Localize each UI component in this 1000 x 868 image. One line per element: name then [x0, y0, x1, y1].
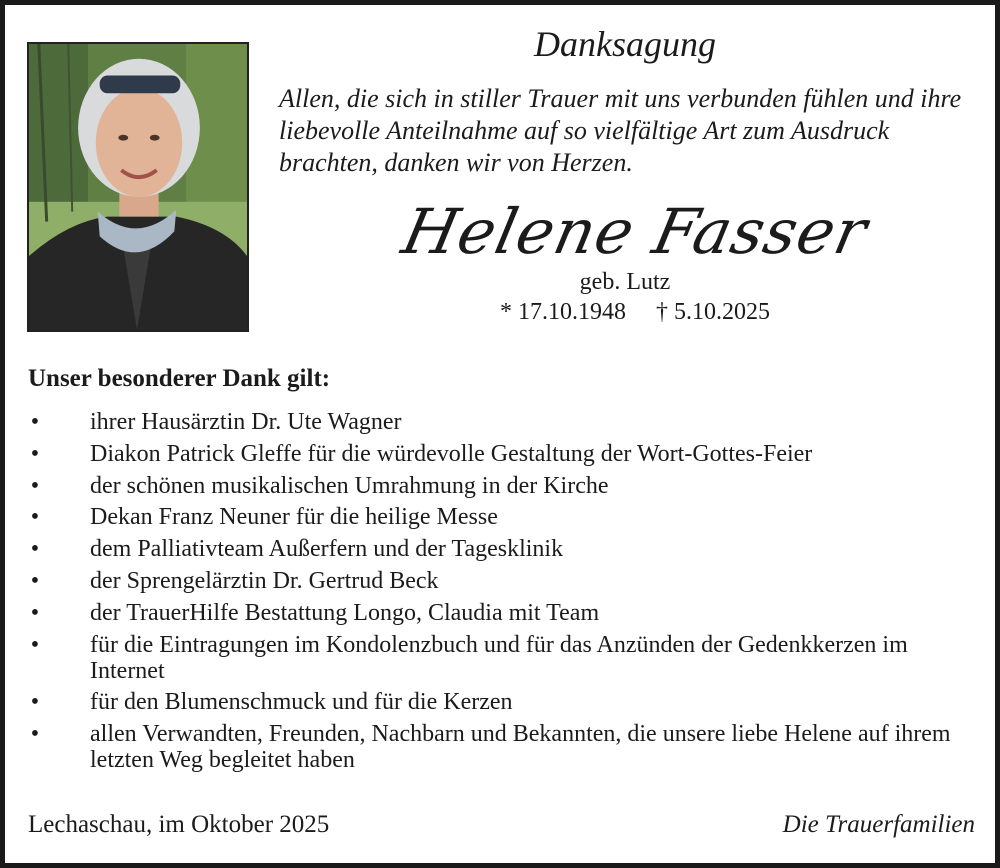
bullet-icon: •	[30, 721, 40, 748]
list-item-text: der TrauerHilfe Bestattung Longo, Claudia mit Team	[90, 599, 600, 626]
bullet-icon: •	[30, 472, 40, 499]
bullet-icon: •	[30, 440, 40, 467]
list-item-text: ihrer Hausärztin Dr. Ute Wagner	[90, 409, 402, 435]
birth-date: * 17.10.1948	[500, 299, 626, 325]
list-item	[28, 721, 988, 773]
list-item	[28, 504, 988, 530]
thanks-heading: Unser besonderer Dank gilt:	[28, 365, 331, 392]
list-item-text: dem Palliativteam Außerfern und der Tagesklinik	[90, 536, 564, 563]
bullet-icon: •	[30, 536, 40, 563]
list-item	[28, 568, 988, 594]
list-item	[28, 409, 988, 435]
list-item	[28, 536, 988, 562]
list-item	[28, 473, 988, 499]
portrait-image	[29, 44, 247, 330]
birth-name: geb. Lutz	[579, 269, 671, 295]
list-item-text: Dekan Franz Neuner für die heilige Messe	[90, 504, 498, 531]
place-and-date: Lechaschau, im Oktober 2025	[28, 811, 330, 838]
bullet-icon: •	[30, 631, 40, 658]
list-item	[28, 600, 988, 626]
notice-heading: Danksagung	[534, 24, 716, 64]
list-item-text: der Sprengelärztin Dr. Gertrud Beck	[90, 567, 439, 594]
list-item-text: der schönen musikalischen Umrahmung in der Kirche	[90, 472, 609, 499]
bullet-icon: •	[30, 567, 40, 594]
list-item-text: für die Eintragungen im Kondolenzbuch und für das Anzünden der Gedenkkerzen im Internet	[90, 631, 908, 684]
portrait-photo	[27, 42, 249, 332]
signature: Die Trauerfamilien	[782, 811, 975, 838]
bullet-icon: •	[30, 599, 40, 626]
death-date: † 5.10.2025	[656, 299, 770, 325]
list-item-text: Diakon Patrick Gleffe für die würdevolle Gestaltung der Wort-Gottes-Feier	[90, 440, 813, 467]
life-dates	[475, 299, 795, 326]
deceased-name: Helene Fasser	[396, 195, 875, 268]
thanks-list	[28, 409, 988, 779]
list-item	[28, 689, 988, 715]
intro-text: Allen, die sich in stiller Trauer mit uns verbunden fühlen und ihre liebevolle Anteilnahme auf so vielfältige Art zum Ausdruck brachten, danken wir von Herzen.	[279, 84, 962, 177]
bullet-icon: •	[30, 409, 40, 435]
list-item	[28, 632, 988, 684]
list-item-text: für den Blumenschmuck und für die Kerzen	[90, 689, 513, 716]
list-item	[28, 441, 988, 467]
list-item-text: allen Verwandten, Freunden, Nachbarn und Bekannten, die unsere liebe Helene auf ihrem letzten Weg begleitet haben	[90, 721, 951, 774]
bullet-icon: •	[30, 504, 40, 531]
bullet-icon: •	[30, 689, 40, 716]
